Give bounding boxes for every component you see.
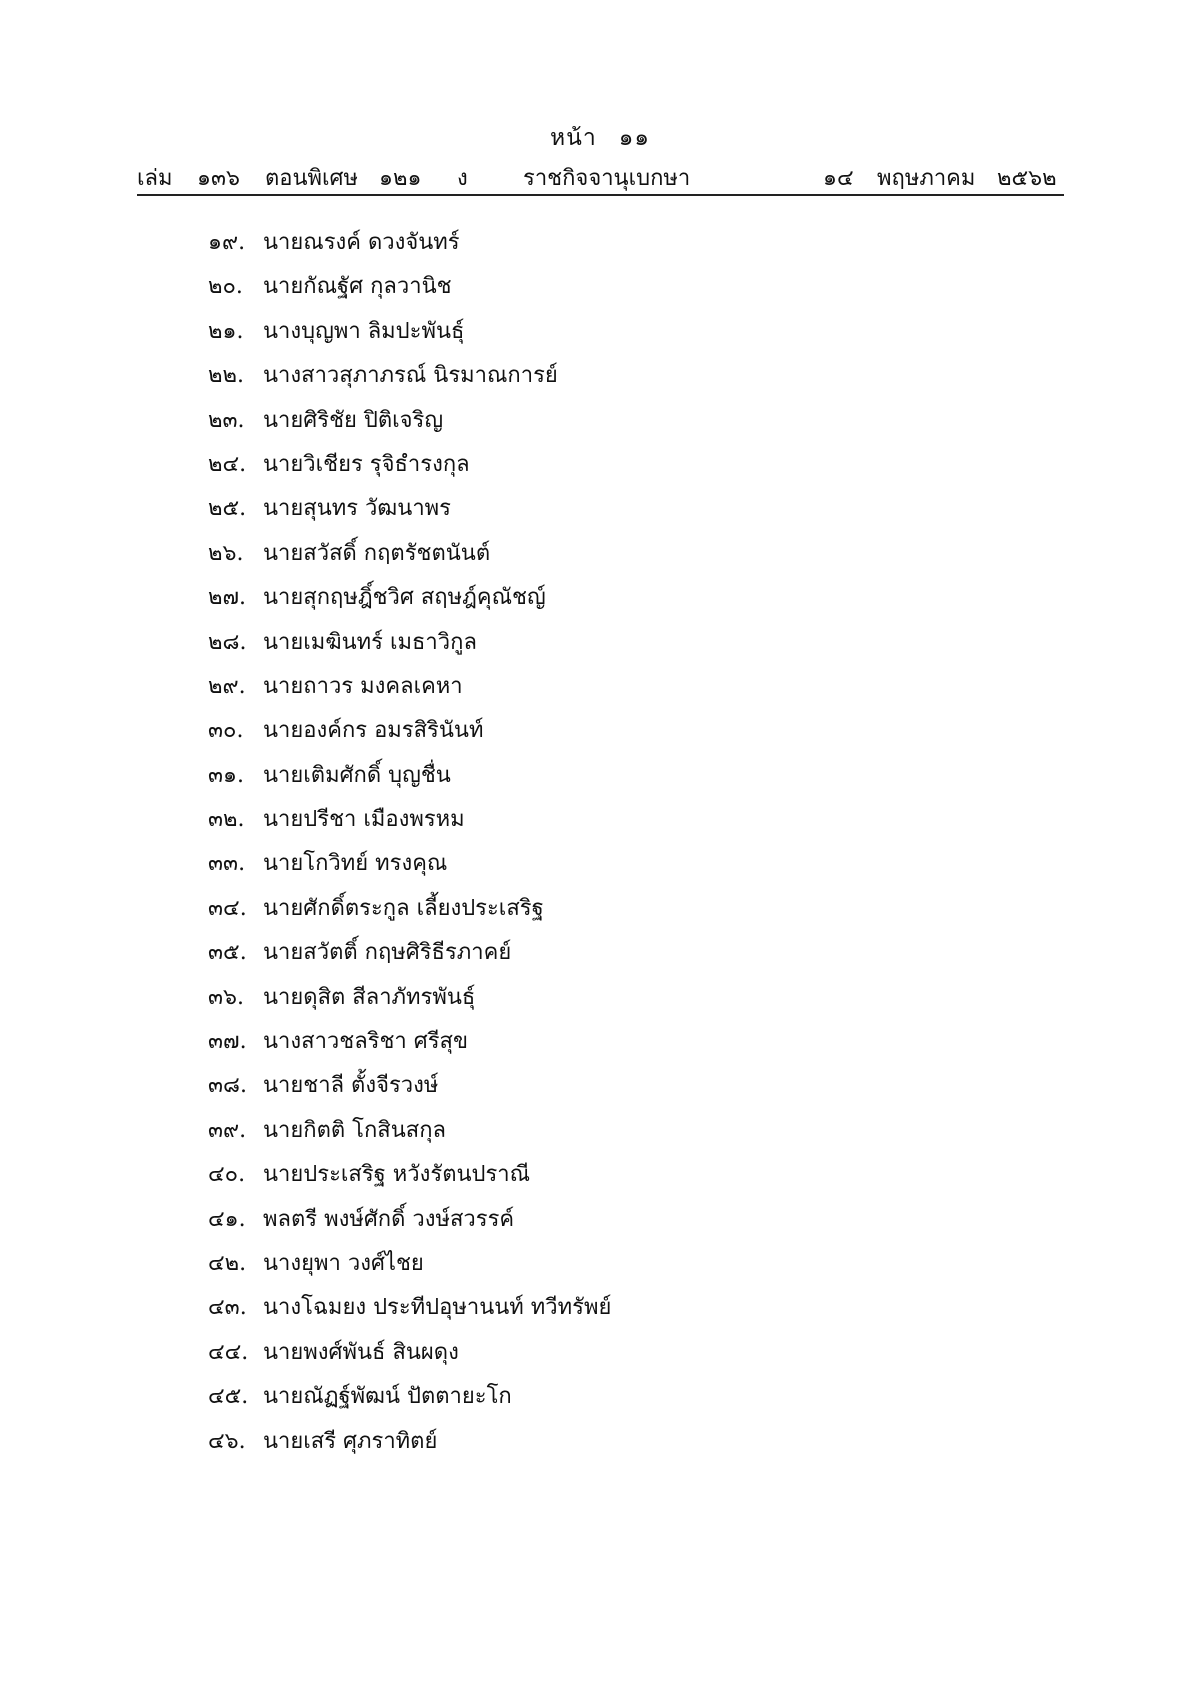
list-item-name: นายเสรี ศุภราทิตย์	[263, 1428, 438, 1454]
section-letter: ง	[457, 166, 468, 191]
list-item-name: นายโกวิทย์ ทรงคุณ	[263, 851, 448, 877]
section-label: ตอนพิเศษ	[265, 166, 359, 191]
list-item	[208, 805, 611, 849]
list-item-number: ๔๖.	[208, 1428, 246, 1454]
list-item-number: ๓๓.	[208, 851, 246, 877]
list-item	[208, 317, 611, 361]
header-divider	[137, 194, 1064, 196]
page-label: หน้า	[549, 125, 597, 151]
list-item-name: นายณัฏฐ์พัฒน์ ปัตตายะโก	[263, 1384, 512, 1410]
list-item-name: นายศิริชัย ปิติเจริญ	[263, 407, 444, 433]
section-number: ๑๒๑	[379, 166, 422, 191]
list-item-number: ๓๕.	[208, 940, 247, 966]
list-item-name: นายประเสริฐ หวังรัตนปราณี	[263, 1162, 531, 1188]
list-item	[208, 1205, 611, 1249]
list-item-number: ๑๙.	[208, 230, 246, 255]
list-item-number: ๒๘.	[208, 629, 247, 655]
list-item	[208, 716, 611, 760]
list-item	[208, 1338, 611, 1382]
list-item-number: ๔๒.	[208, 1250, 247, 1276]
list-item-number: ๓๖.	[208, 984, 244, 1010]
gazette-name: ราชกิจจานุเบกษา	[523, 166, 691, 191]
list-item	[208, 228, 611, 272]
list-item	[208, 672, 611, 716]
list-item-name: นายปรีชา เมืองพรหม	[263, 807, 465, 833]
list-item-name: นางสาวสุภาภรณ์ นิรมาณการย์	[263, 363, 558, 389]
name-list	[208, 228, 611, 1471]
list-item-name: นางโฉมยง ประทีปอุษานนท์ ทวีทรัพย์	[263, 1295, 612, 1321]
volume-label: เล่ม	[137, 166, 173, 191]
gazette-header	[137, 160, 1064, 190]
list-item	[208, 983, 611, 1027]
list-item-number: ๓๗.	[208, 1029, 247, 1055]
list-item	[208, 539, 611, 583]
list-item-name: พลตรี พงษ์ศักดิ์ วงษ์สวรรค์	[263, 1206, 515, 1232]
list-item	[208, 1382, 611, 1426]
list-item	[208, 450, 611, 494]
list-item-number: ๒๓.	[208, 407, 245, 433]
list-item-number: ๓๔.	[208, 895, 247, 921]
list-item-name: นายถาวร มงคลเคหา	[263, 673, 463, 699]
list-item-name: นายชาลี ตั้งจีรวงษ์	[263, 1073, 439, 1099]
list-item-number: ๒๕.	[208, 496, 247, 522]
list-item-number: ๒๔.	[208, 451, 247, 477]
list-item-number: ๒๒.	[208, 363, 244, 389]
list-item-name: นายกิตติ โกสินสกุล	[263, 1117, 447, 1143]
list-item-name: นางสาวชลริชา ศรีสุข	[263, 1029, 469, 1055]
list-item	[208, 494, 611, 538]
list-item-number: ๓๒.	[208, 807, 245, 833]
list-item	[208, 1160, 611, 1204]
list-item	[208, 894, 611, 938]
page-number-line	[0, 120, 1200, 156]
list-item	[208, 628, 611, 672]
list-item-number: ๓๘.	[208, 1073, 248, 1099]
list-item	[208, 849, 611, 893]
list-item	[208, 1249, 611, 1293]
list-item	[208, 761, 611, 805]
list-item-number: ๓๐.	[208, 718, 244, 744]
list-item-name: นายสวัตติ์ กฤษศิริธีรภาคย์	[263, 940, 512, 966]
list-item-name: นายสุนทร วัฒนาพร	[263, 496, 451, 522]
list-item	[208, 1293, 611, 1337]
list-item-name: นายสุกฤษฎิ์ชวิศ สฤษฎ์คุณัชญ์	[263, 585, 546, 611]
list-item-name: นายกัณฐัศ กุลวานิช	[263, 274, 452, 300]
list-item-name: นายพงศ์พันธ์ สินผดุง	[263, 1339, 459, 1365]
list-item-name: นางบุญพา ลิมปะพันธุ์	[263, 318, 465, 344]
list-item-number: ๓๙.	[208, 1117, 247, 1143]
page-number: ๑๑	[618, 125, 650, 151]
list-item	[208, 272, 611, 316]
list-item	[208, 1071, 611, 1115]
date-day: ๑๔	[823, 166, 854, 191]
list-item-name: นายองค์กร อมรสิรินันท์	[263, 718, 484, 744]
list-item	[208, 1116, 611, 1160]
list-item-name: นายเมฆินทร์ เมธาวิกูล	[263, 629, 477, 655]
list-item-number: ๒๑.	[208, 318, 244, 344]
list-item	[208, 583, 611, 627]
date-year: ๒๕๖๒	[997, 166, 1057, 191]
list-item-number: ๔๔.	[208, 1339, 249, 1365]
list-item-number: ๒๙.	[208, 673, 246, 699]
date-month: พฤษภาคม	[877, 166, 976, 191]
list-item	[208, 361, 611, 405]
list-item-number: ๒๐.	[208, 274, 243, 300]
list-item-name: นายศักดิ์ตระกูล เลี้ยงประเสริฐ	[263, 895, 544, 921]
list-item-number: ๔๐.	[208, 1162, 246, 1188]
list-item-number: ๓๑.	[208, 762, 244, 788]
volume-number: ๑๓๖	[197, 166, 240, 191]
list-item	[208, 406, 611, 450]
list-item	[208, 1027, 611, 1071]
list-item-name: นายสวัสดิ์ กฤตรัชตนันต์	[263, 540, 491, 566]
list-item-name: นางยุพา วงศ์ไชย	[263, 1250, 424, 1276]
list-item-name: นายณรงค์ ดวงจันทร์	[263, 230, 460, 255]
list-item	[208, 938, 611, 982]
list-item-number: ๔๕.	[208, 1384, 249, 1410]
list-item-number: ๔๓.	[208, 1295, 247, 1321]
list-item-name: นายดุสิต สีลาภัทรพันธุ์	[263, 984, 476, 1010]
list-item	[208, 1427, 611, 1471]
list-item-name: นายเติมศักดิ์ บุญชื่น	[263, 762, 451, 788]
list-item-number: ๒๗.	[208, 585, 247, 611]
list-item-name: นายวิเชียร รุจิธำรงกุล	[263, 451, 470, 477]
list-item-number: ๔๑.	[208, 1206, 246, 1232]
list-item-number: ๒๖.	[208, 540, 244, 566]
